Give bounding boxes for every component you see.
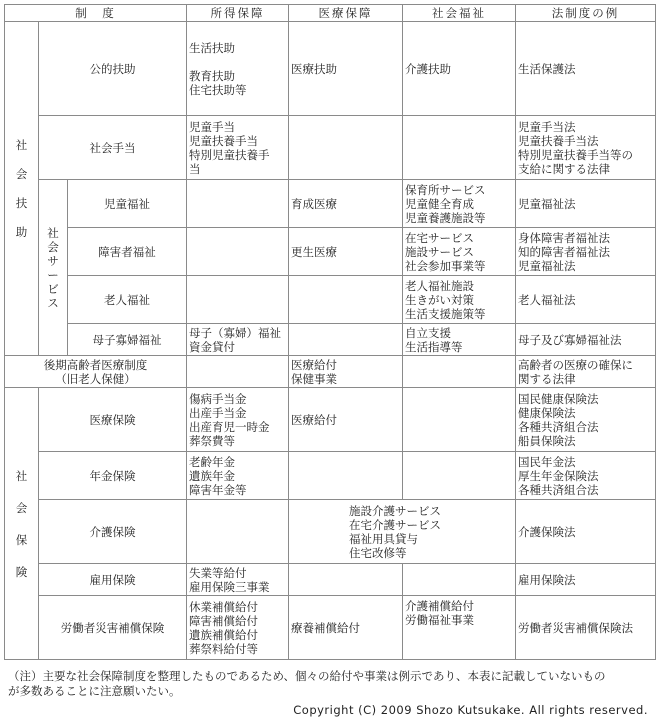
medical-cell [289,116,403,180]
income-cell [187,356,289,388]
medical-cell: 医療給付 [289,388,403,452]
income-cell: 母子（寡婦）福祉 資金貸付 [187,324,289,356]
row-name: 老人福祉 [68,276,187,324]
welfare-cell [403,388,516,452]
medical-cell: 療養補償給付 [289,596,403,660]
medical-cell [289,324,403,356]
table-row [5,180,656,228]
law-cell: 児童福祉法 [516,180,656,228]
header-medical: 医療保障 [289,5,403,22]
income-cell: 失業等給付 雇用保険三事業 [187,564,289,596]
table-row [5,324,656,356]
welfare-cell: 保育所サービス 児童健全育成 児童養護施設等 [403,180,516,228]
law-cell: 雇用保険法 [516,564,656,596]
welfare-cell: 在宅サービス 施設サービス 社会参加事業等 [403,228,516,276]
law-cell: 身体障害者福祉法 知的障害者福祉法 児童福祉法 [516,228,656,276]
welfare-cell [403,452,516,500]
law-cell: 高齢者の医療の確保に 関する法律 [516,356,656,388]
copyright-notice: Copyright (C) 2009 Shozo Kutsukake. All rights reserved. [293,703,648,717]
table-row [5,388,656,452]
table-row [5,22,656,116]
row-name: 母子寡婦福祉 [68,324,187,356]
medical-cell: 更生医療 [289,228,403,276]
medical-cell [289,452,403,500]
law-cell: 母子及び寡婦福祉法 [516,324,656,356]
income-cell [187,228,289,276]
law-cell: 介護保険法 [516,500,656,564]
welfare-cell [403,564,516,596]
group-social-insurance: 社 会 保 険 [5,388,39,660]
group-social-service: 社 会 サ ー ビ ス [39,180,68,356]
table-row [5,564,656,596]
welfare-cell: 介護補償給付 労働福祉事業 [403,596,516,660]
row-name: 障害者福祉 [68,228,187,276]
footnote: （注）主要な社会保障制度を整理したものであるため、個々の給付や事業は例示であり、本表に記載していないもの が多数あることに注意願いたい。 [8,669,606,698]
income-cell [187,500,289,564]
header-income: 所得保障 [187,5,289,22]
table-row [5,500,656,564]
welfare-cell [403,116,516,180]
row-name: 医療保険 [39,388,187,452]
header-row [5,5,656,22]
row-name: 後期高齢者医療制度 （旧老人保健） [5,356,187,388]
row-name: 年金保険 [39,452,187,500]
table-row [5,356,656,388]
header-law: 法制度の例 [516,5,656,22]
medical-cell: 医療扶助 [289,22,403,116]
medical-cell [289,276,403,324]
law-cell: 国民健康保険法 健康保険法 各種共済組合法 船員保険法 [516,388,656,452]
income-cell: 休業補償給付 障害補償給付 遺族補償給付 葬祭料給付等 [187,596,289,660]
row-name: 介護保険 [39,500,187,564]
medical-cell: 育成医療 [289,180,403,228]
welfare-cell: 老人福祉施設 生きがい対策 生活支援施策等 [403,276,516,324]
welfare-cell: 施設介護サービス 在宅介護サービス 福祉用具貸与 住宅改修等 [289,500,516,564]
table-row [5,116,656,180]
row-name: 雇用保険 [39,564,187,596]
income-cell [187,180,289,228]
header-welfare: 社会福祉 [403,5,516,22]
law-cell: 労働者災害補償保険法 [516,596,656,660]
income-cell: 児童手当 児童扶養手当 特別児童扶養手 当 [187,116,289,180]
row-name: 児童福祉 [68,180,187,228]
social-security-table [4,4,656,660]
medical-cell [289,564,403,596]
group-social-aid: 社 会 扶 助 [5,22,39,356]
row-name: 公的扶助 [39,22,187,116]
welfare-cell: 介護扶助 [403,22,516,116]
income-cell: 生活扶助 教育扶助 住宅扶助等 [187,22,289,116]
welfare-cell: 自立支援 生活指導等 [403,324,516,356]
law-cell: 国民年金法 厚生年金保険法 各種共済組合法 [516,452,656,500]
income-cell [187,276,289,324]
header-system: 制 度 [5,5,187,22]
medical-cell: 医療給付 保健事業 [289,356,403,388]
table-row [5,452,656,500]
row-name: 社会手当 [39,116,187,180]
row-name: 労働者災害補償保険 [39,596,187,660]
law-cell: 生活保護法 [516,22,656,116]
income-cell: 老齢年金 遺族年金 障害年金等 [187,452,289,500]
law-cell: 児童手当法 児童扶養手当法 特別児童扶養手当等の 支給に関する法律 [516,116,656,180]
welfare-cell [403,356,516,388]
law-cell: 老人福祉法 [516,276,656,324]
table-row [5,228,656,276]
table-row [5,596,656,660]
table-row [5,276,656,324]
income-cell: 傷病手当金 出産手当金 出産育児一時金 葬祭費等 [187,388,289,452]
